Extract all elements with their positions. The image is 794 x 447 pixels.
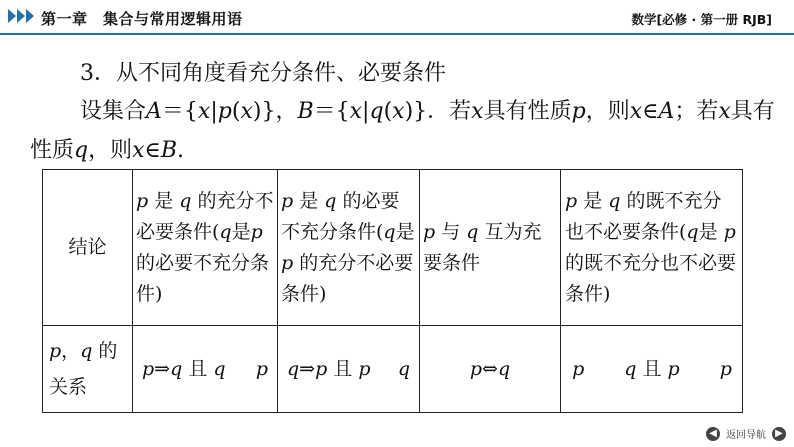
- chapter-title: 第一章 集合与常用逻辑用语: [41, 10, 243, 28]
- back-to-nav-link[interactable]: 返回导航: [726, 430, 766, 441]
- cell-necessary-and-sufficient: p 与 q 互为充要条件: [420, 170, 561, 326]
- cell-sufficient-not-necessary: p 是 q 的充分不必要条件(q是p 的必要不充分条件): [133, 170, 278, 326]
- chevron-arrows-icon: [8, 9, 34, 23]
- relation-cell-4: p q 且 p p: [561, 326, 743, 413]
- definition-line: 设集合A＝{x|p(x)}，B＝{x|q(x)}．若x具有性质p，则x∈A；若x具有: [80, 99, 775, 124]
- definition-line-cont: 性质q，则x∈B.: [30, 138, 185, 163]
- relation-cell-1: p⇒q 且 q p: [133, 326, 278, 413]
- conditions-table: [42, 169, 743, 413]
- header-divider: [0, 33, 794, 35]
- prev-arrow-icon[interactable]: ◀: [706, 427, 720, 441]
- table-row: [43, 170, 743, 326]
- section-heading: 3．从不同角度看充分条件、必要条件: [80, 61, 447, 86]
- footer-nav: [706, 426, 786, 441]
- row-label-relation: p，q 的 关系: [43, 326, 133, 413]
- cell-neither: p 是 q 的既不充分也不必要条件(q是 p 的既不充分也不必要条件): [561, 170, 743, 326]
- relation-cell-3: p⇔q: [420, 326, 561, 413]
- next-arrow-icon[interactable]: ▶: [772, 427, 786, 441]
- page-header: [0, 0, 794, 34]
- relation-cell-2: q⇒p 且 p q: [278, 326, 420, 413]
- cell-necessary-not-sufficient: p 是 q 的必要不充分条件(q是p 的充分不必要条件): [278, 170, 420, 326]
- table-row: [43, 326, 743, 413]
- row-label-conclusion: 结论: [43, 170, 133, 326]
- subject-label: 数学[必修 · 第一册 RJB]: [631, 12, 772, 27]
